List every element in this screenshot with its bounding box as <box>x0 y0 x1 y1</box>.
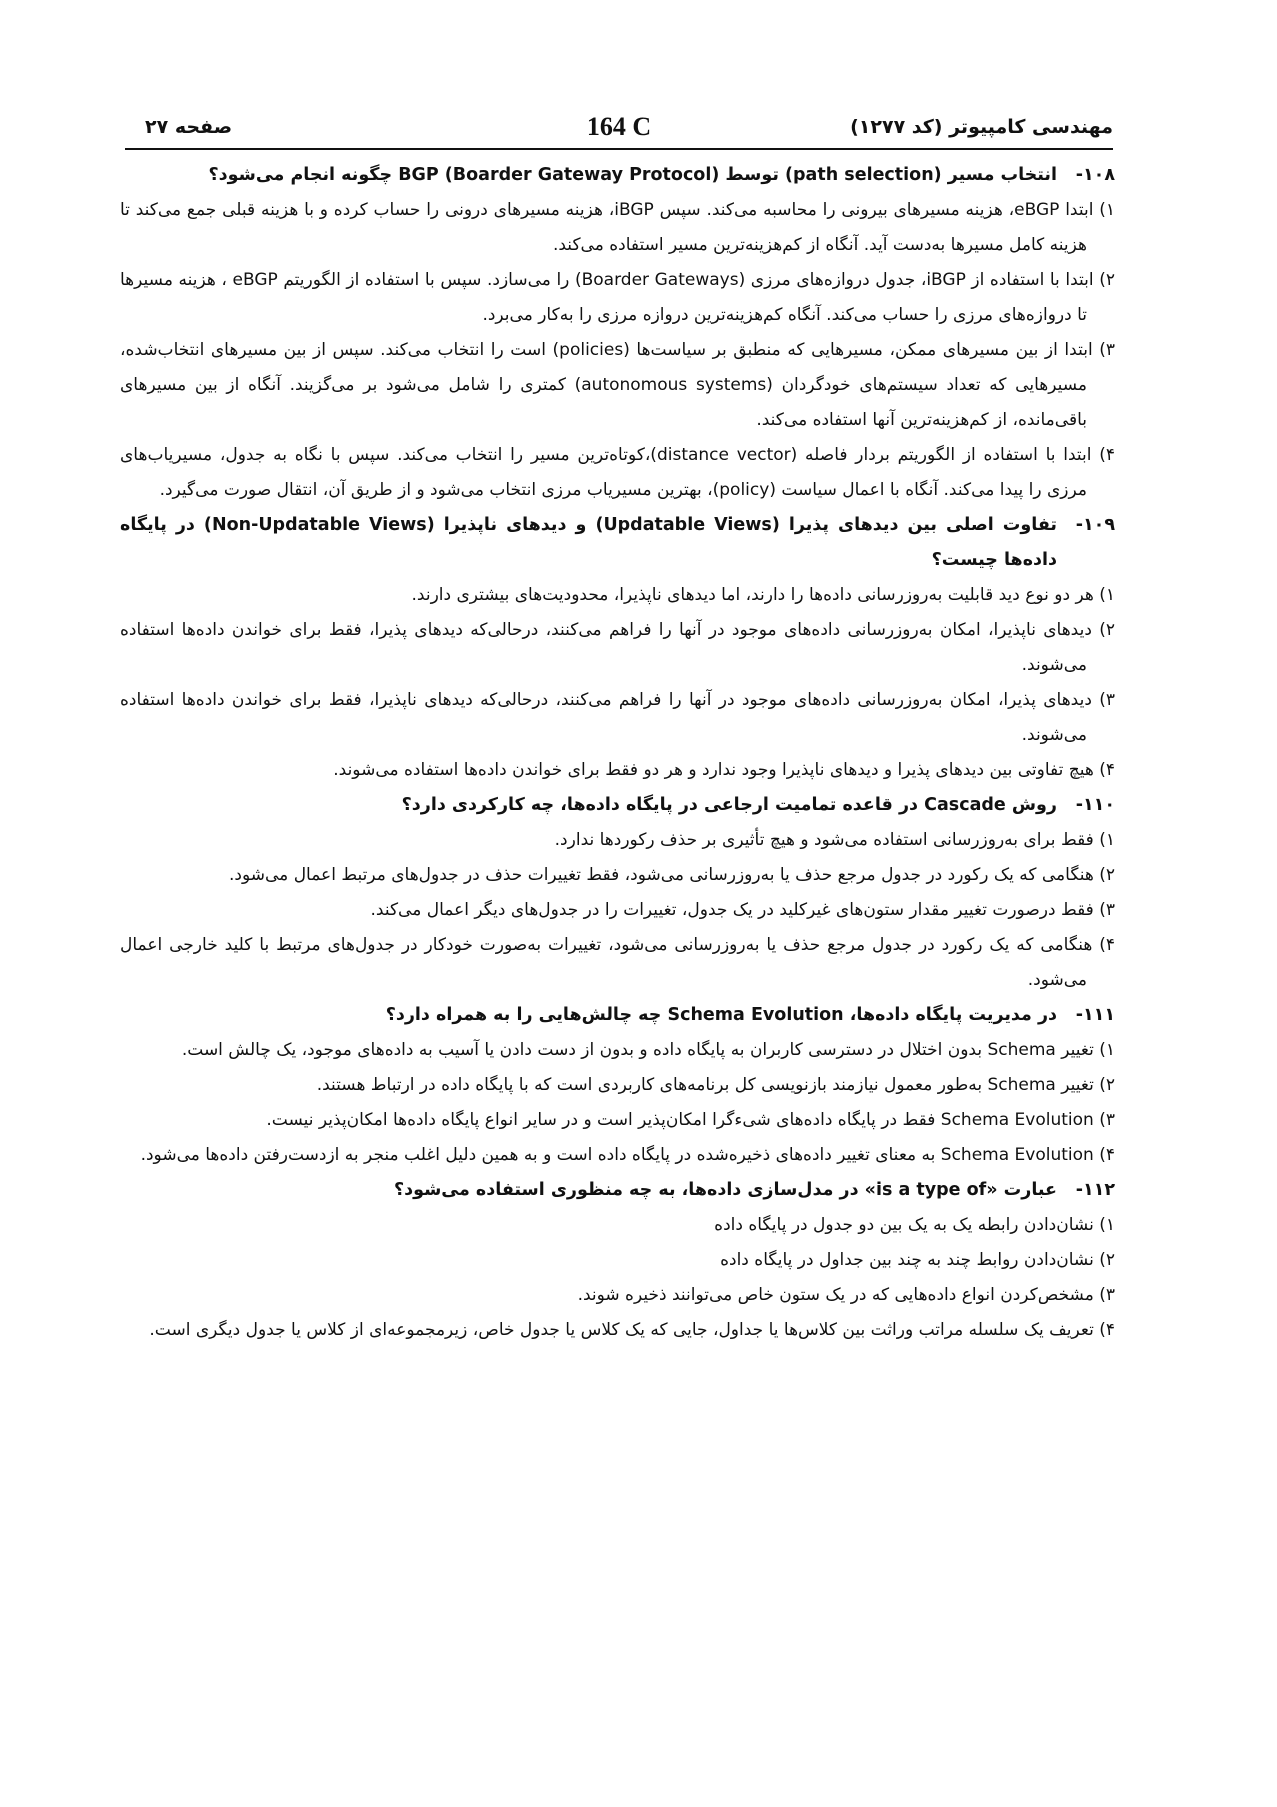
answer-option-2: ۲) دیدهای ناپذیرا، امکان به‌روزرسانی داده‌های موجود در آنها را فراهم می‌کنند، درحالی‌که دیدهای پذیرا، فقط برای خواندن داده‌ها استفاده می‌شوند. <box>120 620 1115 675</box>
answer-option-1: ۱) تغییر Schema بدون اختلال در دسترسی کاربران به پایگاه داده و بدون از دست دادن یا آسیب به داده‌های موجود، یک چالش است. <box>181 1040 1115 1060</box>
answer-option-3: ۳) دیدهای پذیرا، امکان به‌روزرسانی داده‌های موجود در آنها را فراهم می‌کنند، درحالی‌که دیدهای ناپذیرا، فقط برای خواندن داده‌ها استفاده می‌شوند. <box>120 690 1115 745</box>
answer-option-2: ۲) هنگامی که یک رکورد در جدول مرجع حذف یا به‌روزرسانی می‌شود، فقط تغییرات حذف در جدول‌های مرتبط اعمال می‌شود. <box>229 865 1115 885</box>
question-109 <box>120 508 1115 788</box>
exam-title: مهندسی کامپیوتر (کد ۱۲۷۷) <box>850 116 1113 138</box>
question-111 <box>120 998 1115 1173</box>
answer-option-1: ۱) نشان‌دادن رابطه یک به یک بین دو جدول در پایگاه داده <box>714 1215 1115 1235</box>
question-text: تفاوت اصلی بین دیدهای پذیرا (Updatable Views) و دیدهای ناپذیرا (Non-Updatable Views) در پایگاه داده‌ها چیست؟ <box>120 515 1057 570</box>
answer-option-3: ۳) فقط درصورت تغییر مقدار ستون‌های غیرکلید در یک جدول، تغییرات را در جدول‌های دیگر اعمال می‌کند. <box>370 900 1115 920</box>
questions-list <box>120 158 1115 1348</box>
question-112 <box>120 1173 1115 1348</box>
question-110 <box>120 788 1115 998</box>
answer-option-2: ۲) نشان‌دادن روابط چند به چند بین جداول در پایگاه داده <box>720 1250 1115 1270</box>
answer-option-1: ۱) فقط برای به‌روزرسانی استفاده می‌شود و هیچ تأثیری بر حذف رکوردها ندارد. <box>554 830 1115 850</box>
exam-code: 164 C <box>586 112 652 141</box>
question-108 <box>120 158 1115 508</box>
question-number: ۱۰۹- <box>1075 515 1115 535</box>
answer-option-3: ۳) مشخص‌کردن انواع داده‌هایی که در یک ستون خاص می‌توانند ذخیره شوند. <box>577 1285 1115 1305</box>
answer-option-4: ۴) ابتدا با استفاده از الگوریتم بردار فاصله (distance vector)،کوتاه‌ترین مسیر را انتخاب می‌کند. سپس با نگاه به جدول، مسیریاب‌های مرزی را پیدا می‌کند. آنگاه با اعمال سیاست (policy)، بهترین مسیریاب مرزی انتخاب می‌شود و از طریق آن، انتقال صورت می‌گیرد. <box>120 445 1115 500</box>
answer-option-3: ۳) ابتدا از بین مسیرهای ممکن، مسیرهایی که منطبق بر سیاست‌ها (policies) است را انتخاب می‌کند. سپس از بین مسیرهای انتخاب‌شده، مسیرهایی که تعداد سیستم‌های خودگردان (autonomous systems) کمتری را شامل می‌شود بر می‌گزیند. آنگاه از بین مسیرهای باقی‌مانده، از کم‌هزینه‌ترین آنها استفاده می‌کند. <box>120 340 1115 430</box>
question-text: در مدیریت پایگاه داده‌ها، Schema Evolution چه چالش‌هایی را به همراه دارد؟ <box>385 1005 1057 1025</box>
question-text: عبارت «is a type of» در مدل‌سازی داده‌ها، به چه منظوری استفاده می‌شود؟ <box>393 1180 1057 1200</box>
page-number: صفحه ۲۷ <box>145 116 233 138</box>
question-number: ۱۰۸- <box>1075 165 1115 185</box>
answer-option-2: ۲) تغییر Schema به‌طور معمول نیازمند بازنویسی کل برنامه‌های کاربردی است که با پایگاه داده در ارتباط هستند. <box>316 1075 1115 1095</box>
answer-option-1: ۱) هر دو نوع دید قابلیت به‌روزرسانی داده‌ها را دارند، اما دیدهای ناپذیرا، محدودیت‌های بیشتری دارند. <box>411 585 1115 605</box>
answer-option-3: ۳) Schema Evolution فقط در پایگاه داده‌های شیءگرا امکان‌پذیر است و در سایر انواع پایگاه داده‌ها امکان‌پذیر نیست. <box>266 1110 1115 1130</box>
answer-option-4: ۴) تعریف یک سلسله مراتب وراثت بین کلاس‌ها یا جداول، جایی که یک کلاس یا جدول خاص، زیرمجموعه‌ای از کلاس یا جدول دیگری است. <box>149 1320 1115 1340</box>
question-text: روش Cascade در قاعده تمامیت ارجاعی در پایگاه داده‌ها، چه کارکردی دارد؟ <box>401 795 1057 815</box>
question-text: انتخاب مسیر (path selection) توسط BGP (Boarder Gateway Protocol) چگونه انجام می‌شود؟ <box>208 165 1057 185</box>
question-number: ۱۱۰- <box>1075 795 1115 815</box>
answer-option-4: ۴) Schema Evolution به معنای تغییر داده‌های ذخیره‌شده در پایگاه داده است و به همین دلیل اغلب منجر به ازدست‌رفتن داده‌ها می‌شود. <box>140 1145 1115 1165</box>
answer-option-4: ۴) هنگامی که یک رکورد در جدول مرجع حذف یا به‌روزرسانی می‌شود، تغییرات به‌صورت خودکار در جدول‌های مرتبط با کلید خارجی اعمال می‌شود. <box>120 935 1115 990</box>
header-divider <box>125 148 1113 150</box>
question-number: ۱۱۱- <box>1075 1005 1115 1025</box>
question-number: ۱۱۲- <box>1075 1180 1115 1200</box>
answer-option-1: ۱) ابتدا eBGP، هزینه مسیرهای بیرونی را محاسبه می‌کند. سپس iBGP، هزینه مسیرهای درونی را حساب کرده و با هزینه قبلی جمع می‌کند تا هزینه کامل مسیرها به‌دست آید. آنگاه از کم‌هزینه‌ترین مسیر استفاده می‌کند. <box>120 200 1115 255</box>
answer-option-2: ۲) ابتدا با استفاده از iBGP، جدول دروازه‌های مرزی (Boarder Gateways) را می‌سازد. سپس با استفاده از الگوریتم eBGP ، هزینه مسیرها تا دروازه‌های مرزی را حساب می‌کند. آنگاه کم‌هزینه‌ترین دروازه مرزی را به‌کار می‌برد. <box>120 270 1115 325</box>
page-header <box>125 108 1113 150</box>
answer-option-4: ۴) هیچ تفاوتی بین دیدهای پذیرا و دیدهای ناپذیرا وجود ندارد و هر دو فقط برای خواندن داده‌ها استفاده می‌شوند. <box>333 760 1115 780</box>
